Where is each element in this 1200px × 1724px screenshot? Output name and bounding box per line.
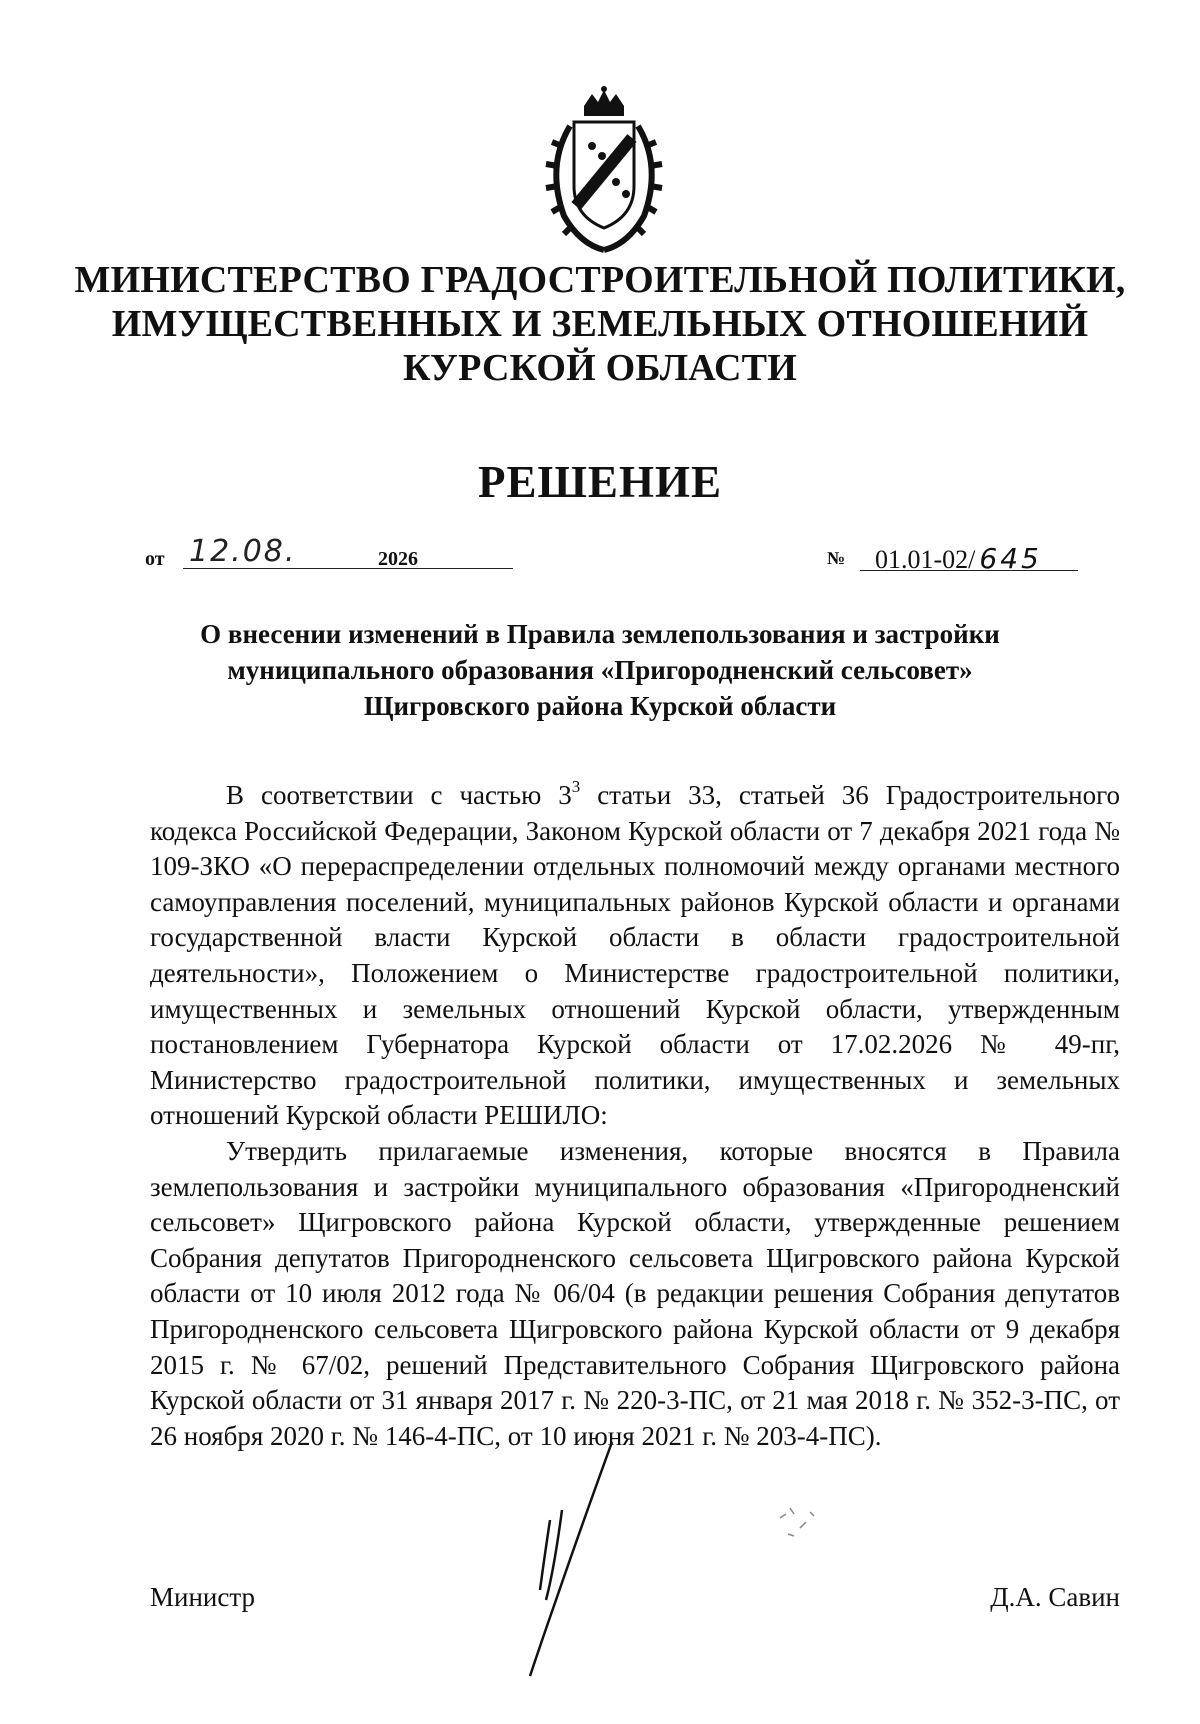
date-prefix: от xyxy=(145,548,165,570)
p1-rest: статьи 33, статьей 36 Градостроительного кодекса Российской Федерации, Законом Курской области от 7 декабря 2021 года № 109-ЗКО «О перераспределении отдельных полномочий между органами местного самоуправления поселений, муниципальных районов Курской области и органами государственной власти Курской области в области градостроительной деятельности», Положением о Министерстве градостроительной политики, имущественных и земельных отношений Курской области, утвержденным постановлением Губернатора Курской области от 17.02.2026 № 49-пг, Министерство градостроительной политики, имущественных и земельных отношений Курской области РЕШИЛО: xyxy=(150,780,1120,1131)
ministry-name xyxy=(0,258,1200,390)
kursk-coat-of-arms-icon xyxy=(540,86,668,256)
ministry-line-1: МИНИСТЕРСТВО ГРАДОСТРОИТЕЛЬНОЙ ПОЛИТИКИ, xyxy=(74,259,1126,301)
document-subject xyxy=(0,616,1200,724)
handwritten-signature-icon xyxy=(520,1440,640,1680)
document-title: РЕШЕНИЕ xyxy=(478,457,722,507)
body-paragraph-2: Утвердить прилагаемые изменения, которые вносятся в Правила землепользования и застройки муниципального образования «Пригородненский сельсовет» Щигровского района Курской области, утвержденные решением Собрания депутатов Пригородненского сельсовета Щигровского района Курской области от 10 июля 2012 года № 06/04 (в редакции решения Собрания депутатов Пригородненского сельсовета Щигровского района Курской области от 9 декабря 2015 г. № 67/02, решений Представительного Собрания Щигровского района Курской области от 31 января 2017 г. № 220-3-ПС, от 21 мая 2018 г. № 352-3-ПС, от 26 ноября 2020 г. № 146-4-ПС, от 10 июня 2021 г. № 203-4-ПС). xyxy=(150,1135,1120,1451)
faint-stamp-mark xyxy=(770,1488,830,1548)
ministry-line-3: КУРСКОЙ ОБЛАСТИ xyxy=(403,347,797,389)
p1-superscript: 3 xyxy=(571,777,581,796)
document-number xyxy=(875,542,1042,575)
handwritten-date: 12.08. xyxy=(189,534,297,569)
number-prefix: № xyxy=(827,548,846,568)
ministry-line-2: ИМУЩЕСТВЕННЫХ И ЗЕМЕЛЬНЫХ ОТНОШЕНИЙ xyxy=(111,303,1089,345)
signatory-position: Министр xyxy=(150,1582,255,1612)
p1-start: В соответствии с частью 3 xyxy=(226,780,572,810)
subject-line-3: Щигровского района Курской области xyxy=(363,691,837,721)
signatory-name: Д.А. Савин xyxy=(990,1582,1120,1612)
body-paragraph-1 xyxy=(150,778,1120,1134)
subject-line-2: муниципального образования «Пригородненский сельсовет» xyxy=(227,655,973,685)
document-number-printed: 01.01-02/ xyxy=(875,545,976,574)
document-body xyxy=(150,778,1120,1454)
subject-line-1: О внесении изменений в Правила землепользования и застройки xyxy=(200,619,1000,649)
date-number-row xyxy=(145,534,1075,574)
document-number-handwritten: 645 xyxy=(979,542,1042,575)
date-year: 2026 xyxy=(378,548,418,570)
